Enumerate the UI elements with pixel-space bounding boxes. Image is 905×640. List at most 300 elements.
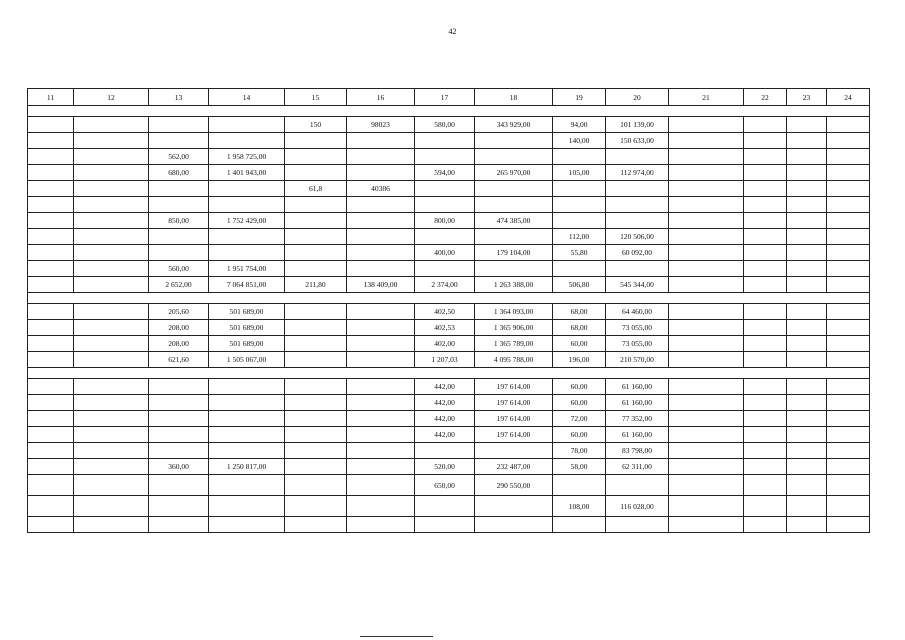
table-cell: 208,00 xyxy=(149,320,209,336)
table-cell: 562,00 xyxy=(149,149,209,165)
table-cell: 60,00 xyxy=(553,336,606,352)
table-cell xyxy=(285,149,347,165)
footer-rule xyxy=(360,636,433,637)
table-cell xyxy=(285,459,347,475)
table-row xyxy=(28,277,870,293)
table-cell xyxy=(347,395,415,411)
table-cell xyxy=(744,117,787,133)
table-cell xyxy=(285,427,347,443)
table-cell xyxy=(827,229,870,245)
table-cell xyxy=(669,277,744,293)
table-cell xyxy=(787,379,827,395)
table-cell xyxy=(209,427,285,443)
table-cell: 60,00 xyxy=(553,395,606,411)
table-row xyxy=(28,229,870,245)
table-cell xyxy=(827,517,870,533)
table-cell xyxy=(209,245,285,261)
table-cell xyxy=(74,213,149,229)
table-cell: 73 055,00 xyxy=(606,336,669,352)
table-cell xyxy=(28,411,74,427)
table-cell xyxy=(669,133,744,149)
table-cell xyxy=(669,395,744,411)
table-cell: 1 365 906,00 xyxy=(475,320,553,336)
table-cell xyxy=(347,261,415,277)
table-cell xyxy=(787,496,827,517)
table-cell: 112 974,00 xyxy=(606,165,669,181)
table-cell xyxy=(669,165,744,181)
table-cell: 621,60 xyxy=(149,352,209,368)
table-cell xyxy=(744,181,787,197)
table-cell: 62 311,00 xyxy=(606,459,669,475)
table-cell: 290 550,00 xyxy=(475,475,553,496)
table-cell xyxy=(669,149,744,165)
table-cell: 1 364 093,00 xyxy=(475,304,553,320)
table-cell xyxy=(744,149,787,165)
table-cell xyxy=(787,181,827,197)
table-cell xyxy=(606,181,669,197)
table-cell: 77 352,00 xyxy=(606,411,669,427)
table-cell: 150 xyxy=(285,117,347,133)
table-cell xyxy=(744,277,787,293)
section-separator-row xyxy=(28,368,870,379)
table-cell: 197 614,00 xyxy=(475,411,553,427)
table-cell xyxy=(74,352,149,368)
table-cell xyxy=(74,395,149,411)
table-cell xyxy=(347,197,415,213)
table-cell xyxy=(285,336,347,352)
table-cell: 1 752 429,00 xyxy=(209,213,285,229)
table-cell xyxy=(787,117,827,133)
table-cell xyxy=(553,213,606,229)
column-header: 15 xyxy=(285,89,347,106)
table-cell xyxy=(827,213,870,229)
table-cell xyxy=(149,197,209,213)
table-cell: 580,00 xyxy=(415,117,475,133)
table-cell xyxy=(475,229,553,245)
table-cell xyxy=(347,245,415,261)
table-cell xyxy=(347,496,415,517)
table-cell xyxy=(744,245,787,261)
table-cell xyxy=(744,459,787,475)
table-row xyxy=(28,411,870,427)
table-cell xyxy=(74,427,149,443)
table-cell xyxy=(744,443,787,459)
table-cell: 138 409,00 xyxy=(347,277,415,293)
table-cell: 265 970,00 xyxy=(475,165,553,181)
table-cell xyxy=(669,181,744,197)
table-cell xyxy=(285,197,347,213)
table-cell: 1 207,03 xyxy=(415,352,475,368)
table-cell xyxy=(28,229,74,245)
table-cell xyxy=(827,245,870,261)
table-cell xyxy=(669,261,744,277)
table-cell xyxy=(787,475,827,496)
table-cell xyxy=(74,261,149,277)
table-cell xyxy=(347,427,415,443)
table-cell xyxy=(827,443,870,459)
table-cell: 61 160,00 xyxy=(606,379,669,395)
table-row xyxy=(28,304,870,320)
table-cell xyxy=(475,496,553,517)
table-cell xyxy=(827,496,870,517)
table-cell xyxy=(669,475,744,496)
table-cell: 442,00 xyxy=(415,379,475,395)
table-cell xyxy=(475,517,553,533)
column-header: 12 xyxy=(74,89,149,106)
table-cell: 40386 xyxy=(347,181,415,197)
table-cell xyxy=(285,320,347,336)
table-cell xyxy=(827,352,870,368)
table-cell xyxy=(28,277,74,293)
table-cell: 98023 xyxy=(347,117,415,133)
column-header: 17 xyxy=(415,89,475,106)
table-cell xyxy=(74,117,149,133)
table-row xyxy=(28,133,870,149)
table-cell xyxy=(787,427,827,443)
table-cell xyxy=(475,197,553,213)
table-row xyxy=(28,245,870,261)
table-cell xyxy=(415,517,475,533)
table-cell xyxy=(787,261,827,277)
table-cell xyxy=(285,475,347,496)
table-cell xyxy=(74,320,149,336)
table-cell: 2 374,00 xyxy=(415,277,475,293)
table-cell xyxy=(28,304,74,320)
table-cell xyxy=(669,320,744,336)
table-cell xyxy=(787,395,827,411)
table-cell xyxy=(669,245,744,261)
table-cell xyxy=(787,277,827,293)
column-header: 23 xyxy=(787,89,827,106)
table-cell: 650,00 xyxy=(415,475,475,496)
table-cell xyxy=(827,427,870,443)
table-cell xyxy=(149,395,209,411)
table-cell xyxy=(787,165,827,181)
page-number: 42 xyxy=(448,27,457,36)
table-cell xyxy=(28,117,74,133)
table-row xyxy=(28,475,870,496)
table-cell xyxy=(827,379,870,395)
table-cell: 61 160,00 xyxy=(606,427,669,443)
table-cell xyxy=(347,517,415,533)
table-cell: 197 614,00 xyxy=(475,427,553,443)
table-cell xyxy=(606,475,669,496)
table-cell: 501 689,00 xyxy=(209,320,285,336)
table-cell: 402,00 xyxy=(415,336,475,352)
table-cell xyxy=(827,181,870,197)
table-cell xyxy=(415,181,475,197)
table-cell xyxy=(787,320,827,336)
table-cell xyxy=(744,395,787,411)
table-cell xyxy=(744,165,787,181)
column-header: 13 xyxy=(149,89,209,106)
table-cell xyxy=(553,181,606,197)
table-cell xyxy=(787,197,827,213)
table-cell xyxy=(149,379,209,395)
table-cell xyxy=(606,149,669,165)
table-cell: 402,50 xyxy=(415,304,475,320)
table-cell xyxy=(475,261,553,277)
column-header: 14 xyxy=(209,89,285,106)
header-row xyxy=(28,89,870,106)
table-cell xyxy=(787,133,827,149)
table-cell xyxy=(149,245,209,261)
table-cell xyxy=(553,517,606,533)
table-cell xyxy=(28,261,74,277)
table-cell xyxy=(28,181,74,197)
table-cell xyxy=(827,336,870,352)
table-cell xyxy=(744,261,787,277)
table-row xyxy=(28,395,870,411)
table-cell xyxy=(209,517,285,533)
table-cell xyxy=(74,245,149,261)
table-cell xyxy=(827,459,870,475)
table-cell xyxy=(28,496,74,517)
column-header: 21 xyxy=(669,89,744,106)
table-cell: 506,80 xyxy=(553,277,606,293)
table-cell xyxy=(669,197,744,213)
table-cell xyxy=(28,245,74,261)
table-cell xyxy=(285,245,347,261)
table-cell xyxy=(285,352,347,368)
table-cell: 205,60 xyxy=(149,304,209,320)
table-cell xyxy=(827,197,870,213)
table-cell xyxy=(827,304,870,320)
table-cell xyxy=(787,149,827,165)
table-cell: 210 570,00 xyxy=(606,352,669,368)
table-cell xyxy=(415,229,475,245)
table-cell xyxy=(827,411,870,427)
table-cell: 61 160,00 xyxy=(606,395,669,411)
table-row xyxy=(28,496,870,517)
table-cell xyxy=(744,427,787,443)
table-cell xyxy=(28,320,74,336)
table-cell xyxy=(553,197,606,213)
table-row xyxy=(28,165,870,181)
table-cell xyxy=(347,213,415,229)
table-cell xyxy=(787,352,827,368)
table-cell xyxy=(209,181,285,197)
table-cell: 120 506,00 xyxy=(606,229,669,245)
table-cell xyxy=(347,379,415,395)
table-cell xyxy=(209,117,285,133)
table-cell xyxy=(347,475,415,496)
table-cell: 232 487,00 xyxy=(475,459,553,475)
table-cell xyxy=(28,149,74,165)
table-cell xyxy=(74,475,149,496)
table-cell xyxy=(285,165,347,181)
table-cell xyxy=(74,304,149,320)
table-cell xyxy=(28,517,74,533)
section-separator-row xyxy=(28,293,870,304)
section-separator-row xyxy=(28,106,870,117)
table-cell xyxy=(744,475,787,496)
table-cell xyxy=(285,411,347,427)
table-cell xyxy=(415,261,475,277)
table-cell xyxy=(606,197,669,213)
separator-cell xyxy=(28,293,870,304)
table-cell: 501 689,00 xyxy=(209,336,285,352)
table-cell: 594,00 xyxy=(415,165,475,181)
table-cell xyxy=(28,443,74,459)
table-cell xyxy=(74,277,149,293)
table-cell xyxy=(744,517,787,533)
table-cell xyxy=(149,517,209,533)
table-cell xyxy=(149,181,209,197)
table-row xyxy=(28,427,870,443)
column-header: 16 xyxy=(347,89,415,106)
table-cell xyxy=(28,165,74,181)
table-cell xyxy=(744,304,787,320)
column-header: 18 xyxy=(475,89,553,106)
table-row xyxy=(28,443,870,459)
table-cell xyxy=(74,459,149,475)
table-cell xyxy=(744,213,787,229)
column-header: 24 xyxy=(827,89,870,106)
table-cell xyxy=(347,229,415,245)
table-cell xyxy=(347,149,415,165)
table-cell xyxy=(209,197,285,213)
table-cell: 58,00 xyxy=(553,459,606,475)
table-cell xyxy=(285,304,347,320)
table-cell xyxy=(74,165,149,181)
table-cell xyxy=(744,352,787,368)
table-cell xyxy=(744,336,787,352)
table-cell xyxy=(787,245,827,261)
data-table xyxy=(27,88,870,533)
table-cell xyxy=(28,133,74,149)
table-cell xyxy=(744,379,787,395)
table-cell: 211,80 xyxy=(285,277,347,293)
table-cell: 61,8 xyxy=(285,181,347,197)
table-cell: 68,00 xyxy=(553,304,606,320)
table-cell: 1 365 789,00 xyxy=(475,336,553,352)
table-cell xyxy=(669,427,744,443)
table-cell: 545 344,00 xyxy=(606,277,669,293)
table-cell: 208,00 xyxy=(149,336,209,352)
column-header: 22 xyxy=(744,89,787,106)
table-cell xyxy=(149,133,209,149)
table-cell xyxy=(415,149,475,165)
table-cell xyxy=(787,304,827,320)
table-cell: 343 929,00 xyxy=(475,117,553,133)
table-cell xyxy=(415,443,475,459)
table-cell xyxy=(74,496,149,517)
table-cell xyxy=(285,261,347,277)
table-row xyxy=(28,459,870,475)
table-cell xyxy=(74,379,149,395)
table-cell: 68,00 xyxy=(553,320,606,336)
table-cell xyxy=(669,229,744,245)
table-cell xyxy=(74,336,149,352)
table-cell xyxy=(787,517,827,533)
table-cell xyxy=(787,411,827,427)
table-cell: 474 385,00 xyxy=(475,213,553,229)
table-cell xyxy=(74,443,149,459)
table-cell xyxy=(28,336,74,352)
table-cell: 150 633,00 xyxy=(606,133,669,149)
table-cell: 360,00 xyxy=(149,459,209,475)
table-row xyxy=(28,517,870,533)
table-cell xyxy=(415,133,475,149)
table-cell: 442,00 xyxy=(415,427,475,443)
table-cell xyxy=(285,395,347,411)
table-cell xyxy=(28,395,74,411)
table-cell: 94,00 xyxy=(553,117,606,133)
table-cell xyxy=(669,459,744,475)
table-cell xyxy=(827,320,870,336)
table-cell xyxy=(28,459,74,475)
table-cell xyxy=(669,352,744,368)
separator-cell xyxy=(28,106,870,117)
table-cell: 60,00 xyxy=(553,379,606,395)
table-cell: 101 139,00 xyxy=(606,117,669,133)
table-row xyxy=(28,320,870,336)
table-cell xyxy=(347,352,415,368)
table-cell: 520,00 xyxy=(415,459,475,475)
table-cell xyxy=(669,117,744,133)
table-cell xyxy=(209,443,285,459)
table-cell xyxy=(28,379,74,395)
separator-cell xyxy=(28,368,870,379)
table-cell xyxy=(149,496,209,517)
table-cell xyxy=(827,395,870,411)
table-cell xyxy=(415,197,475,213)
table-cell: 73 055,00 xyxy=(606,320,669,336)
table-cell xyxy=(285,133,347,149)
table-cell xyxy=(475,443,553,459)
table-cell: 400,00 xyxy=(415,245,475,261)
table-cell xyxy=(669,517,744,533)
table-cell: 2 652,00 xyxy=(149,277,209,293)
table-cell xyxy=(827,165,870,181)
table-row xyxy=(28,181,870,197)
table-cell: 108,00 xyxy=(553,496,606,517)
table-row xyxy=(28,117,870,133)
table-cell: 105,00 xyxy=(553,165,606,181)
table-cell xyxy=(74,229,149,245)
table-cell xyxy=(669,496,744,517)
table-cell xyxy=(74,411,149,427)
table-cell: 116 028,00 xyxy=(606,496,669,517)
table-cell: 60 092,00 xyxy=(606,245,669,261)
table-cell xyxy=(209,475,285,496)
table-cell: 7 064 851,00 xyxy=(209,277,285,293)
table-cell xyxy=(606,261,669,277)
table-cell: 83 798,00 xyxy=(606,443,669,459)
table-cell xyxy=(149,229,209,245)
table-cell xyxy=(347,133,415,149)
table-cell: 55,80 xyxy=(553,245,606,261)
table-cell xyxy=(28,427,74,443)
table-cell xyxy=(149,117,209,133)
table-cell xyxy=(209,395,285,411)
table-cell: 4 095 788,00 xyxy=(475,352,553,368)
table-cell: 560,00 xyxy=(149,261,209,277)
table-cell xyxy=(827,149,870,165)
table-row xyxy=(28,336,870,352)
table-cell: 1 951 754,00 xyxy=(209,261,285,277)
table-cell xyxy=(744,133,787,149)
table-cell: 1 505 067,00 xyxy=(209,352,285,368)
table-cell xyxy=(553,149,606,165)
table-cell xyxy=(827,133,870,149)
table-cell xyxy=(347,411,415,427)
table-cell: 140,00 xyxy=(553,133,606,149)
table-cell xyxy=(787,443,827,459)
table-cell xyxy=(149,427,209,443)
table-cell xyxy=(149,475,209,496)
